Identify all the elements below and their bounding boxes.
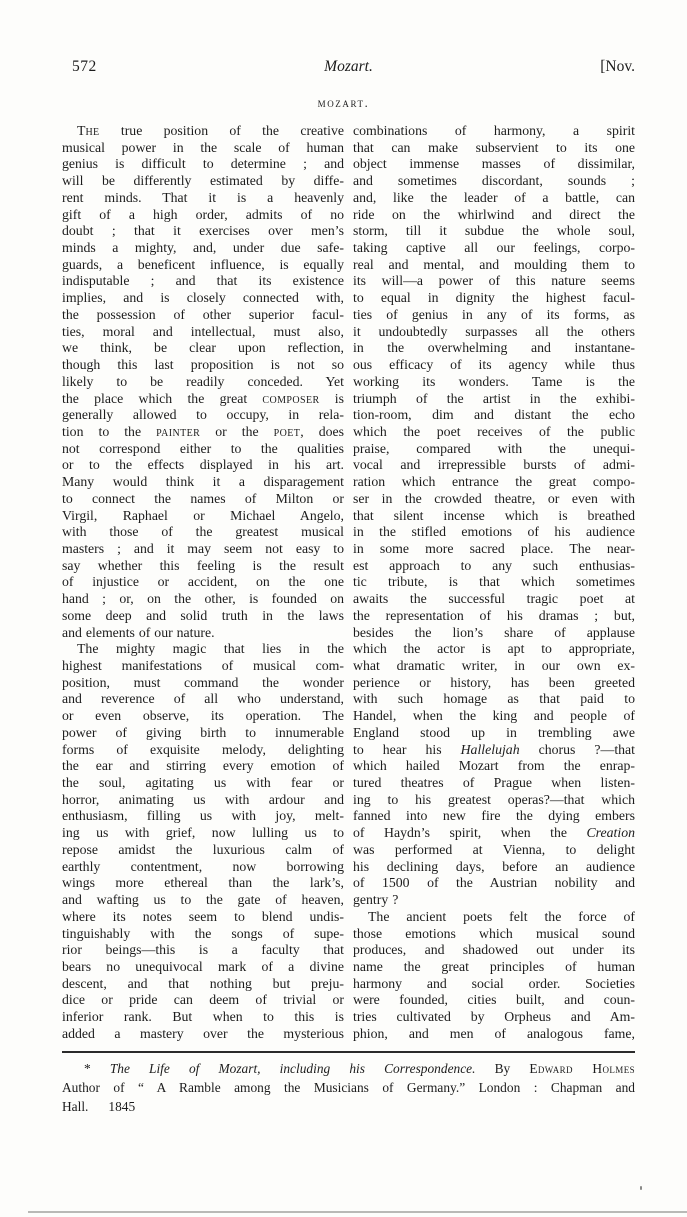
text-run: and, like the leader of a battle, can bbox=[353, 189, 635, 205]
text-line bbox=[62, 691, 344, 708]
text-column-right bbox=[353, 123, 635, 1043]
text-run: combinations of harmony, a spirit bbox=[353, 123, 635, 138]
page-number: 572 bbox=[72, 58, 97, 75]
text-run: Many would think it a disparagement bbox=[62, 474, 344, 490]
text-run: phion, and men of analogous fame, bbox=[353, 1025, 635, 1041]
text-run: where its notes seem to blend undis- bbox=[62, 908, 344, 924]
text-line bbox=[62, 290, 344, 307]
text-line bbox=[353, 441, 635, 458]
text-line bbox=[62, 1059, 635, 1078]
text-line bbox=[62, 558, 344, 575]
text-line bbox=[62, 257, 344, 274]
text-run: to equal in dignity the highest facul- bbox=[353, 290, 635, 306]
text-run: painter bbox=[156, 423, 201, 439]
text-line bbox=[353, 257, 635, 274]
text-run: say whether this feeling is the result bbox=[62, 557, 344, 573]
text-line bbox=[353, 976, 635, 993]
text-line bbox=[353, 207, 635, 224]
text-line bbox=[353, 775, 635, 792]
text-line bbox=[62, 223, 344, 240]
text-run: England stood up in trembling awe bbox=[353, 724, 635, 740]
text-run: tion-room, dim and distant the echo bbox=[353, 407, 635, 423]
text-run: the ear and stirring every emotion of bbox=[62, 758, 344, 774]
text-run: name the great principles of human bbox=[353, 958, 635, 974]
text-run: descent, and that nothing but preju- bbox=[62, 975, 344, 991]
text-run: Hallelujah bbox=[460, 741, 520, 757]
text-run: tinguishably with the songs of supe- bbox=[62, 925, 344, 941]
text-line bbox=[62, 1009, 344, 1026]
text-run: the place which the great bbox=[62, 390, 263, 406]
text-run: , does bbox=[300, 423, 344, 439]
text-run: The mighty magic that lies in the bbox=[77, 641, 344, 657]
text-run: Creation bbox=[586, 825, 635, 841]
text-run: in the stifled emotions of his audience bbox=[353, 524, 635, 540]
text-line bbox=[62, 842, 344, 859]
text-line bbox=[62, 775, 344, 792]
text-run: with those of the greatest musical bbox=[62, 524, 344, 540]
text-line bbox=[353, 541, 635, 558]
text-run: taking captive all our feelings, corpo- bbox=[353, 240, 635, 256]
text-line bbox=[353, 591, 635, 608]
text-line bbox=[62, 1078, 635, 1097]
text-run: rent minds. That it is a heavenly bbox=[62, 189, 344, 205]
text-run: awaits the successful tragic poet at bbox=[353, 591, 635, 607]
text-run: those emotions which musical sound bbox=[353, 925, 635, 941]
text-run: earthly contentment, now borrowing bbox=[62, 858, 344, 874]
text-line bbox=[353, 708, 635, 725]
text-line bbox=[353, 959, 635, 976]
scan-artifact-line bbox=[28, 1211, 687, 1213]
text-run: The ancient poets felt the force of bbox=[368, 908, 635, 924]
text-run: harmony and social order. Societies bbox=[353, 975, 635, 991]
text-line bbox=[62, 190, 344, 207]
text-run: to hear his bbox=[353, 741, 461, 757]
text-run: of injustice or accident, on the one bbox=[62, 574, 344, 590]
text-line bbox=[353, 240, 635, 257]
text-run: what dramatic writer, in our own ex- bbox=[353, 658, 635, 673]
text-line bbox=[62, 942, 344, 959]
text-line bbox=[353, 424, 635, 441]
text-run: praise, compared with the unequi- bbox=[353, 440, 635, 456]
text-run: vocal and irrepressible bursts of admi- bbox=[353, 457, 635, 473]
text-run: he bbox=[85, 123, 100, 138]
text-line bbox=[353, 123, 635, 140]
text-run: musical power in the scale of human bbox=[62, 139, 344, 155]
text-run: wings more ethereal than the lark’s, bbox=[62, 875, 344, 891]
text-run: produces, and shadowed out under its bbox=[353, 942, 635, 958]
text-run: which hailed Mozart from the enrap- bbox=[353, 758, 635, 774]
text-line bbox=[353, 324, 635, 341]
text-run: doubt ; that it exercises over men’s bbox=[62, 223, 344, 239]
text-line bbox=[62, 926, 344, 943]
text-line bbox=[62, 424, 344, 441]
text-line bbox=[62, 959, 344, 976]
text-line bbox=[353, 742, 635, 759]
text-run: fanned into new fire the dying embers bbox=[353, 808, 635, 824]
text-line bbox=[353, 491, 635, 508]
text-run: ride on the whirlwind and direct the bbox=[353, 206, 635, 222]
footnote-rule bbox=[62, 1051, 635, 1053]
text-run: tured theatres of Prague when listen- bbox=[353, 775, 635, 791]
text-run: true position of the creative bbox=[99, 123, 344, 138]
text-line bbox=[62, 725, 344, 742]
text-line bbox=[353, 273, 635, 290]
text-run: in some more sacred place. The near- bbox=[353, 540, 635, 556]
text-run: with such homage as that paid to bbox=[353, 691, 635, 707]
text-line bbox=[62, 407, 344, 424]
text-line bbox=[353, 725, 635, 742]
text-line bbox=[62, 508, 344, 525]
text-run: horror, animating us with ardour and bbox=[62, 791, 344, 807]
text-line bbox=[353, 1009, 635, 1026]
text-line bbox=[62, 541, 344, 558]
text-run: Hall. bbox=[62, 1099, 89, 1115]
text-line bbox=[353, 223, 635, 240]
text-run: the representation of his dramas ; but, bbox=[353, 607, 635, 623]
text-run: ser in the crowded theatre, or even with bbox=[353, 490, 635, 506]
text-line bbox=[62, 140, 344, 157]
text-run: * bbox=[84, 1061, 110, 1076]
text-line bbox=[353, 173, 635, 190]
text-line bbox=[353, 558, 635, 575]
text-run: Edward Holmes bbox=[529, 1061, 635, 1076]
text-run: highest manifestations of musical com- bbox=[62, 658, 344, 673]
text-line bbox=[62, 591, 344, 608]
running-title: Mozart. bbox=[324, 58, 373, 75]
text-line bbox=[353, 842, 635, 859]
text-run: Virgil, Raphael or Michael Angelo, bbox=[62, 507, 344, 523]
text-run: that can make subservient to its one bbox=[353, 139, 635, 155]
text-line bbox=[62, 992, 344, 1009]
scan-artifact-speck bbox=[640, 1186, 642, 1190]
text-run: or even observe, its operation. The bbox=[62, 708, 344, 724]
text-line bbox=[62, 273, 344, 290]
text-line bbox=[62, 825, 344, 842]
text-run: ties, moral and intellectual, must also, bbox=[62, 323, 344, 339]
text-line bbox=[353, 875, 635, 892]
text-run: generally allowed to occupy, in rela- bbox=[62, 407, 344, 423]
text-run: was performed at Vienna, to delight bbox=[353, 841, 635, 857]
text-run: his declining days, before an audience bbox=[353, 858, 635, 874]
text-body bbox=[62, 123, 635, 1043]
text-run: composer bbox=[262, 390, 320, 406]
text-run: ous efficacy of its agency while thus bbox=[353, 357, 635, 373]
text-run: indisputable ; and that its existence bbox=[62, 273, 344, 289]
text-run: Author of “ A Ramble among the Musicians of Germany.” London : Chapman and bbox=[62, 1080, 635, 1096]
text-line bbox=[353, 992, 635, 1009]
text-line bbox=[62, 641, 344, 658]
text-run: which the poet receives of the public bbox=[353, 423, 635, 439]
text-run: ing us with grief, now lulling us to bbox=[62, 825, 344, 841]
text-run: position, must command the wonder bbox=[62, 674, 344, 690]
text-run: dice or pride can deem of trivial or bbox=[62, 992, 344, 1008]
text-line bbox=[62, 324, 344, 341]
text-line bbox=[353, 926, 635, 943]
text-line bbox=[353, 156, 635, 173]
text-run: tion to the bbox=[62, 423, 157, 439]
text-line bbox=[353, 892, 635, 909]
text-line bbox=[62, 1026, 344, 1043]
text-line bbox=[353, 508, 635, 525]
text-run: and reverence of all who understand, bbox=[62, 691, 344, 707]
text-line bbox=[353, 457, 635, 474]
text-run: will be differently estimated by diffe- bbox=[62, 173, 344, 189]
text-line bbox=[62, 574, 344, 591]
text-line bbox=[62, 524, 344, 541]
text-run: ing to his greatest operas?—that which bbox=[353, 791, 635, 807]
text-run: and sometimes discordant, sounds ; bbox=[353, 173, 635, 189]
text-run: and wafting us to the gate of heaven, bbox=[62, 892, 344, 908]
text-run: or to the effects displayed in his art. bbox=[62, 457, 344, 473]
text-line bbox=[353, 625, 635, 642]
text-line bbox=[353, 357, 635, 374]
text-line bbox=[353, 391, 635, 408]
text-line bbox=[353, 859, 635, 876]
text-line bbox=[62, 675, 344, 692]
text-run: that silent incense which is breathed bbox=[353, 507, 635, 523]
text-run: Handel, when the king and people of bbox=[353, 708, 635, 724]
text-line bbox=[62, 207, 344, 224]
text-line bbox=[353, 574, 635, 591]
text-line bbox=[62, 976, 344, 993]
text-line bbox=[62, 608, 344, 625]
text-run: its will—a power of this nature seems bbox=[353, 273, 635, 289]
text-line bbox=[62, 307, 344, 324]
text-run: added a mastery over the mysterious bbox=[62, 1025, 344, 1041]
text-run: The Life of Mozart, including his Correspondence. bbox=[109, 1061, 476, 1076]
text-run: working its wonders. Tame is the bbox=[353, 373, 635, 389]
article-title: mozart. bbox=[317, 96, 370, 110]
text-line bbox=[62, 708, 344, 725]
text-run: or the bbox=[200, 423, 274, 439]
text-run: ration which entrance the great compo- bbox=[353, 474, 635, 490]
text-run: hand ; or, on the other, is founded on bbox=[62, 591, 344, 607]
text-line bbox=[62, 474, 344, 491]
text-line bbox=[353, 825, 635, 842]
text-run: is bbox=[319, 390, 344, 406]
text-run: est approach to any such enthusias- bbox=[353, 557, 635, 573]
text-run: minds a mighty, and, under due safe- bbox=[62, 240, 344, 256]
text-line bbox=[62, 391, 344, 408]
text-line bbox=[353, 307, 635, 324]
text-run: of 1500 of the Austrian nobility and bbox=[353, 875, 635, 891]
text-run: and elements of our nature. bbox=[62, 624, 215, 640]
text-line bbox=[353, 340, 635, 357]
text-line bbox=[62, 173, 344, 190]
text-run: implies, and is closely connected with, bbox=[62, 290, 344, 306]
text-line bbox=[62, 123, 344, 140]
text-line bbox=[62, 859, 344, 876]
text-line bbox=[62, 491, 344, 508]
text-run: chorus ?—that bbox=[519, 741, 635, 757]
footnote bbox=[62, 1059, 635, 1117]
text-run: triumph of the artist in the exhibi- bbox=[353, 390, 635, 406]
text-run: poet bbox=[273, 423, 301, 439]
text-run: real and mental, and moulding them to bbox=[353, 256, 635, 272]
text-run: object immense masses of dissimilar, bbox=[353, 156, 635, 172]
text-run: T bbox=[77, 123, 86, 138]
text-line bbox=[62, 892, 344, 909]
text-line bbox=[62, 457, 344, 474]
text-line bbox=[353, 407, 635, 424]
text-line bbox=[353, 524, 635, 541]
text-run: to connect the names of Milton or bbox=[62, 490, 344, 506]
text-run: which the actor is apt to appropriate, bbox=[353, 641, 635, 657]
text-line bbox=[353, 190, 635, 207]
text-line bbox=[353, 140, 635, 157]
text-run: likely to be readily conceded. Yet bbox=[62, 373, 344, 389]
text-run: rior beings—this is a faculty that bbox=[62, 942, 344, 958]
text-line bbox=[353, 641, 635, 658]
text-run: power of giving birth to innumerable bbox=[62, 724, 344, 740]
text-run: were founded, cities built, and coun- bbox=[353, 992, 635, 1008]
text-line bbox=[353, 909, 635, 926]
text-line bbox=[62, 340, 344, 357]
text-run: we think, be clear upon reflection, bbox=[62, 340, 344, 356]
text-run: tic tribute, is that which sometimes bbox=[353, 574, 635, 590]
text-line bbox=[62, 156, 344, 173]
text-run: gift of a high order, admits of no bbox=[62, 206, 344, 222]
text-run: enthusiasm, filling us with joy, melt- bbox=[62, 808, 344, 824]
text-run: storm, till it subdue the whole soul, bbox=[353, 223, 635, 239]
text-run: besides the lion’s share of applause bbox=[353, 624, 635, 640]
text-line bbox=[353, 942, 635, 959]
text-line bbox=[62, 625, 344, 642]
text-line bbox=[62, 374, 344, 391]
text-run: of Haydn’s spirit, when the bbox=[353, 825, 587, 841]
text-run: bears no unequivocal mark of a divine bbox=[62, 958, 344, 974]
text-line bbox=[353, 658, 635, 675]
text-line bbox=[62, 875, 344, 892]
text-run: the possession of other superior facul- bbox=[62, 306, 344, 322]
text-column-left bbox=[62, 123, 344, 1043]
text-run: perience or history, has been greeted bbox=[353, 674, 635, 690]
text-line bbox=[353, 691, 635, 708]
text-line bbox=[62, 240, 344, 257]
text-line bbox=[353, 474, 635, 491]
text-line bbox=[353, 675, 635, 692]
text-run: repose amidst the luxurious calm of bbox=[62, 841, 344, 857]
text-line bbox=[62, 357, 344, 374]
text-line bbox=[62, 742, 344, 759]
text-line bbox=[62, 808, 344, 825]
text-run: By bbox=[475, 1061, 530, 1076]
text-line bbox=[353, 808, 635, 825]
text-run: some deep and solid truth in the laws bbox=[62, 607, 344, 623]
text-run: genius is difficult to determine ; and bbox=[62, 156, 344, 172]
text-line bbox=[353, 1026, 635, 1043]
text-run: tries cultivated by Orpheus and Am- bbox=[353, 1009, 635, 1025]
text-line bbox=[62, 909, 344, 926]
text-line bbox=[62, 441, 344, 458]
text-line bbox=[62, 758, 344, 775]
page-header bbox=[62, 58, 635, 80]
text-run: forms of exquisite melody, delighting bbox=[62, 741, 344, 757]
text-line bbox=[353, 290, 635, 307]
text-run: the soul, agitating us with fear or bbox=[62, 775, 344, 791]
text-line bbox=[353, 758, 635, 775]
text-run: though this last proposition is not so bbox=[62, 357, 344, 373]
text-line bbox=[62, 1097, 635, 1116]
issue-date: [Nov. bbox=[600, 58, 635, 75]
text-line bbox=[62, 658, 344, 675]
text-line bbox=[353, 374, 635, 391]
text-line bbox=[353, 608, 635, 625]
text-run: inferior rank. But when to this is bbox=[62, 1009, 344, 1025]
text-run: guards, a beneficent influence, is equally bbox=[62, 256, 344, 272]
text-run: 1845 bbox=[108, 1099, 136, 1115]
text-run: it undoubtedly surpasses all the others bbox=[353, 323, 635, 339]
text-run: in the overwhelming and instantane- bbox=[353, 340, 635, 356]
text-run: gentry ? bbox=[353, 892, 399, 908]
text-run: not correspond either to the qualities bbox=[62, 440, 344, 456]
text-line bbox=[62, 792, 344, 809]
text-line bbox=[353, 792, 635, 809]
text-run: masters ; and it may seem not easy to bbox=[62, 540, 344, 556]
text-run: ties of genius in any of its forms, as bbox=[353, 306, 635, 322]
